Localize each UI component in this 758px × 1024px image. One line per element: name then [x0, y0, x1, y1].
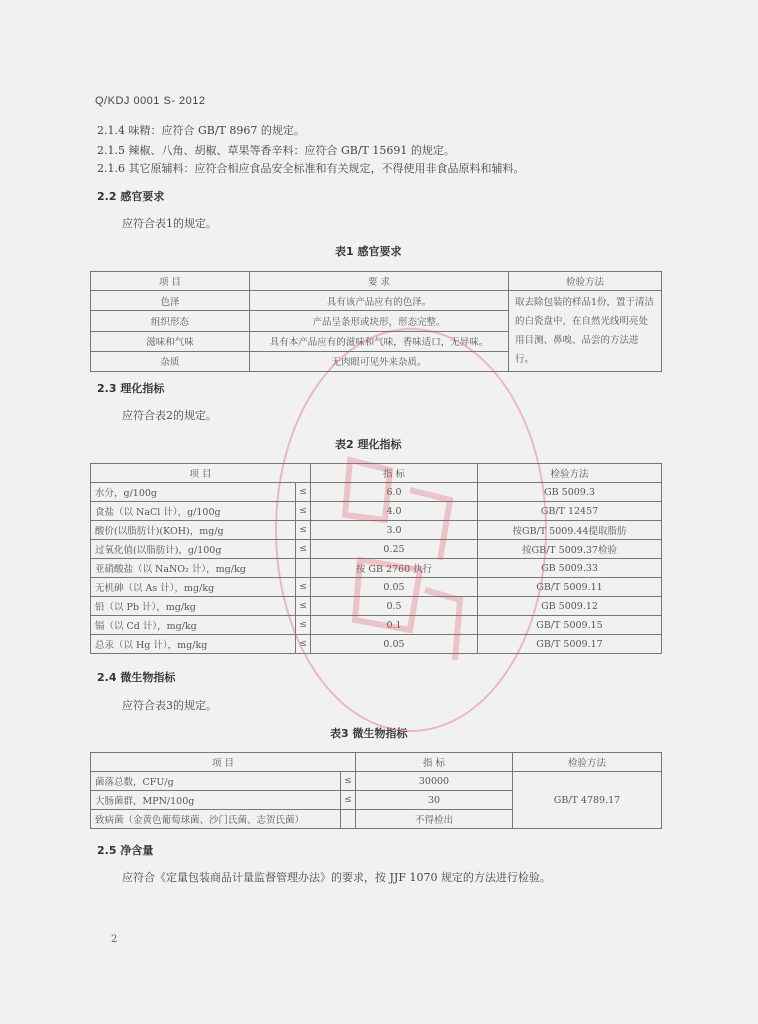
table-cell: GB/T 5009.15 — [478, 616, 662, 635]
table-cell: ≤ — [296, 521, 311, 540]
table-cell: 30 — [356, 791, 513, 810]
section-2-4-text: 应符合表3的规定。 — [122, 699, 217, 712]
table-cell: 色泽 — [91, 291, 250, 311]
table-cell: ≤ — [296, 597, 311, 616]
table-cell: 0.25 — [311, 540, 478, 559]
table-cell: 0.05 — [311, 578, 478, 597]
table-cell: 0.05 — [311, 635, 478, 654]
section-2-5-text: 应符合《定量包装商品计量监督管理办法》的要求，按 JJF 1070 规定的方法进行检验。 — [122, 871, 551, 884]
table-row — [91, 578, 662, 597]
table-cell — [341, 810, 356, 829]
table2 — [90, 463, 662, 654]
section-2-4-title: 2.4 微生物指标 — [97, 671, 176, 684]
clause-2-1-4: 2.1.4 味精：应符合 GB/T 8967 的规定。 — [97, 124, 305, 137]
section-2-5-title: 2.5 净含量 — [97, 844, 154, 857]
table-cell: ≤ — [341, 772, 356, 791]
section-2-2-title: 2.2 感官要求 — [97, 190, 165, 203]
section-2-2-text: 应符合表1的规定。 — [122, 217, 217, 230]
table-header: 检验方法 — [478, 464, 662, 483]
table-cell: 菌落总数，CFU/g — [91, 772, 341, 791]
table-cell: 无肉眼可见外来杂质。 — [250, 351, 509, 371]
table-cell: ≤ — [296, 616, 311, 635]
table-cell: 30000 — [356, 772, 513, 791]
table-cell: 大肠菌群，MPN/100g — [91, 791, 341, 810]
table-cell: 总汞（以 Hg 计），mg/kg — [91, 635, 296, 654]
table-header: 项 目 — [91, 272, 250, 291]
table-header: 检验方法 — [513, 753, 662, 772]
table-cell: 0.1 — [311, 616, 478, 635]
table-row — [91, 635, 662, 654]
table-cell: ≤ — [296, 502, 311, 521]
clause-2-1-5: 2.1.5 辣椒、八角、胡椒、草果等香辛料：应符合 GB/T 15691 的规定。 — [97, 144, 455, 157]
table-row — [91, 559, 662, 578]
table-cell: GB/T 5009.11 — [478, 578, 662, 597]
table-cell: 致病菌（金黄色葡萄球菌、沙门氏菌、志贺氏菌） — [91, 810, 341, 829]
table-cell: 组织形态 — [91, 311, 250, 331]
page-number: 2 — [111, 934, 118, 945]
table-row — [91, 540, 662, 559]
table-cell: 无机砷（以 As 计），mg/kg — [91, 578, 296, 597]
table-header: 检验方法 — [509, 272, 662, 291]
table-cell: 过氧化值(以脂肪计)，g/100g — [91, 540, 296, 559]
table-cell: 具有该产品应有的色泽。 — [250, 291, 509, 311]
table-cell: GB 5009.3 — [478, 483, 662, 502]
table-cell: 酸价(以脂肪计)(KOH)，mg/g — [91, 521, 296, 540]
table-cell: 滋味和气味 — [91, 331, 250, 351]
table-row — [91, 483, 662, 502]
table2-caption: 表2 理化指标 — [335, 438, 402, 451]
table-cell: ≤ — [296, 635, 311, 654]
table-cell: ≤ — [341, 791, 356, 810]
table-cell: 产品呈条形或块形，形态完整。 — [250, 311, 509, 331]
table-cell: GB/T 12457 — [478, 502, 662, 521]
table-cell: ≤ — [296, 578, 311, 597]
table-cell: 不得检出 — [356, 810, 513, 829]
table-row — [91, 772, 662, 791]
table1-method-cell: 取去除包装的样品1份，置于清洁的白瓷盘中，在自然光线明亮处用目测、鼻嗅、品尝的方法进行。 — [509, 291, 662, 372]
table-cell: 按 GB 2760 执行 — [311, 559, 478, 578]
table3 — [90, 752, 662, 829]
table-cell: ≤ — [296, 483, 311, 502]
table-cell: 4.0 — [311, 502, 478, 521]
table-cell: 按GB/T 5009.37检验 — [478, 540, 662, 559]
table-row — [91, 291, 662, 311]
table-cell: 食盐（以 NaCl 计），g/100g — [91, 502, 296, 521]
table-row — [91, 521, 662, 540]
table-cell: 3.0 — [311, 521, 478, 540]
table-cell: GB 5009.12 — [478, 597, 662, 616]
table-cell: 杂质 — [91, 351, 250, 371]
table-header: 项 目 — [91, 753, 356, 772]
table-row — [91, 616, 662, 635]
clause-2-1-6: 2.1.6 其它原辅料：应符合相应食品安全标准和有关规定，不得使用非食品原料和辅料。 — [97, 162, 525, 175]
table-cell: GB/T 5009.17 — [478, 635, 662, 654]
table-row — [91, 502, 662, 521]
table-header: 要 求 — [250, 272, 509, 291]
table-cell: 0.5 — [311, 597, 478, 616]
table-cell: 6.0 — [311, 483, 478, 502]
table3-method-cell: GB/T 4789.17 — [513, 772, 662, 829]
table-cell: 按GB/T 5009.44提取脂肪 — [478, 521, 662, 540]
table1-caption: 表1 感官要求 — [335, 245, 402, 258]
table-header: 指 标 — [311, 464, 478, 483]
document-code: Q/KDJ 0001 S- 2012 — [95, 95, 206, 107]
table-cell: ≤ — [296, 540, 311, 559]
table1 — [90, 271, 662, 372]
table-cell: 水分，g/100g — [91, 483, 296, 502]
table-cell: GB 5009.33 — [478, 559, 662, 578]
table-cell: 具有本产品应有的滋味和气味，香味适口，无异味。 — [250, 331, 509, 351]
table-header: 项 目 — [91, 464, 311, 483]
table-row — [91, 597, 662, 616]
table-cell: 铅（以 Pb 计），mg/kg — [91, 597, 296, 616]
table3-header-row — [91, 753, 662, 772]
table-header: 指 标 — [356, 753, 513, 772]
table-cell — [296, 559, 311, 578]
table-cell: 亚硝酸盐（以 NaNO₂ 计），mg/kg — [91, 559, 296, 578]
section-2-3-text: 应符合表2的规定。 — [122, 409, 217, 422]
table1-header-row — [91, 272, 662, 291]
table3-caption: 表3 微生物指标 — [330, 727, 408, 740]
table-cell: 镉（以 Cd 计），mg/kg — [91, 616, 296, 635]
section-2-3-title: 2.3 理化指标 — [97, 382, 165, 395]
table2-header-row — [91, 464, 662, 483]
